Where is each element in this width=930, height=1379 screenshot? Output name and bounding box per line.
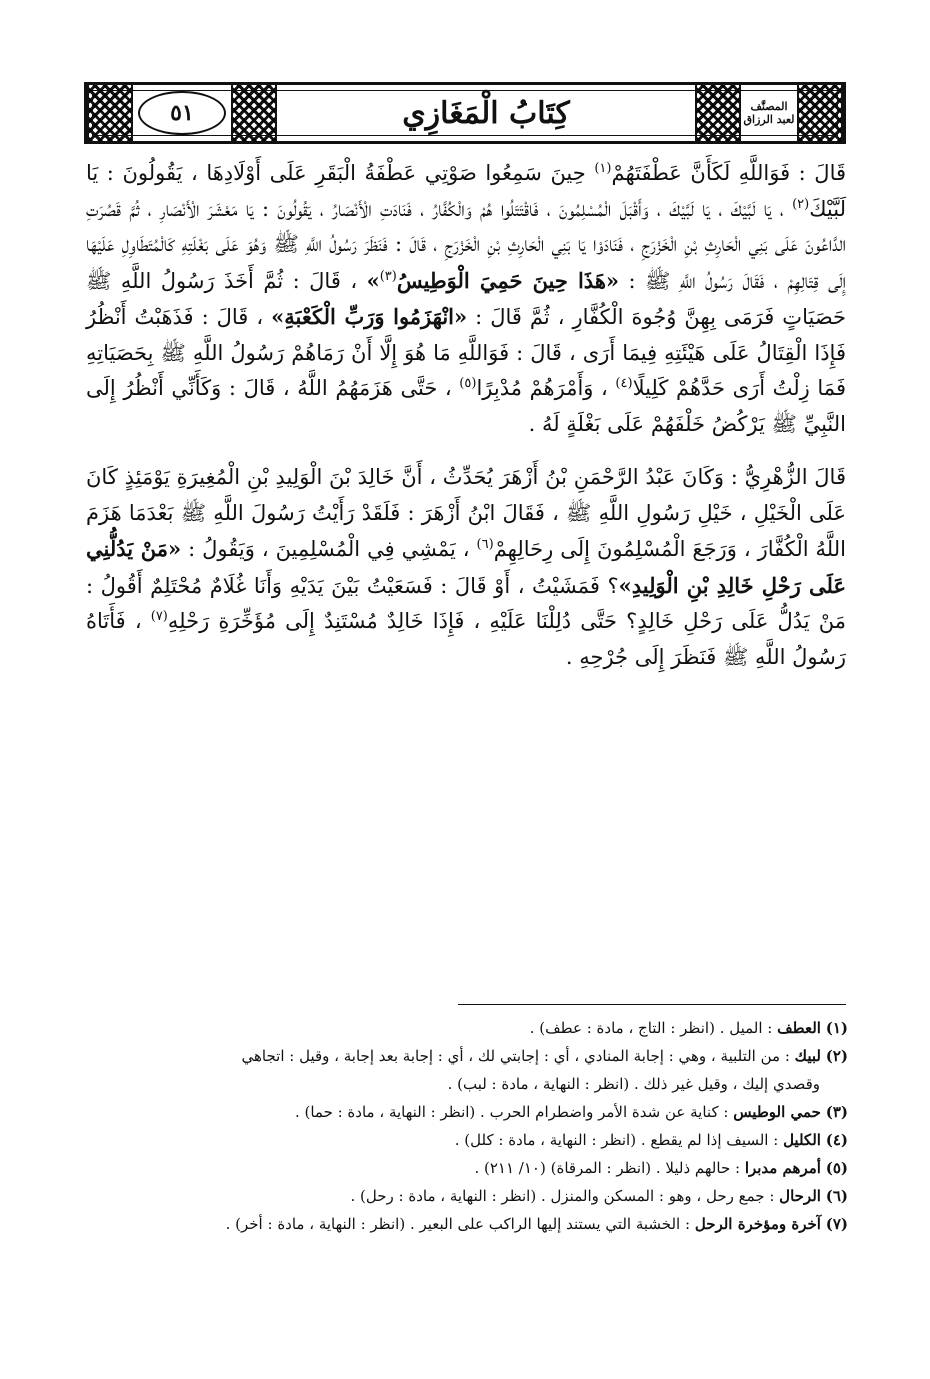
p2-quote-1: «مَنْ يَدُلُّنِي عَلَى رَحْلِ خَالِدِ بْنِ الْوَلِيدِ» (86, 536, 846, 598)
footnote-2-continued: وقصدي إليك ، وقيل غير ذلك . (انظر : النهاية ، مادة : لبب) . (447, 1075, 820, 1093)
footnote-4 (84, 1126, 848, 1154)
footnote-number: (٤) (825, 1131, 848, 1149)
footnote-term: الرحال (779, 1187, 821, 1205)
footnote-text: : حالهم ذليلا . (انظر : المرقاة) (١٠/ ٢١١) . (474, 1159, 745, 1177)
footnote-number: (٦) (825, 1187, 848, 1205)
footnote-text: : الخشبة التي يستند إليها الراكب على البعير . (انظر : النهاية ، مادة : أخر) . (225, 1215, 695, 1233)
footnote-term: أمرهم مدبرا (744, 1159, 821, 1177)
footnote-term: لبيك (794, 1047, 821, 1065)
p1-s1: قَالَ : فَوَاللَّهِ لَكَأَنَّ عَطْفَتَهُمْ (611, 161, 847, 185)
footnote-term: آخرة ومؤخرة الرحل (694, 1215, 821, 1233)
footnote-number: (٥) (825, 1159, 848, 1177)
footnote-7 (84, 1210, 848, 1238)
footnote-ref-7[interactable]: (٧) (150, 609, 168, 624)
footnote-text: : السيف إذا لم يقطع . (انظر : النهاية ، مادة : كلل) . (454, 1131, 784, 1149)
paragraph-1 (86, 156, 846, 442)
footnote-ref-3[interactable]: (٣) (379, 268, 397, 284)
p1-quote-1: «هَذَا حِينَ حَمِيَ الْوَطِيسُ (396, 267, 620, 293)
footnote-6 (84, 1182, 848, 1210)
footnote-text: : من التلبية ، وهي : إجابة المنادي ، أي : إجابتي لك ، أي : إجابة بعد إجابة ، وقيل : اتجاهي (241, 1047, 795, 1065)
footnote-5 (84, 1154, 848, 1182)
footnote-2 (84, 1042, 848, 1070)
page-header (84, 82, 846, 144)
footnote-text: : كناية عن شدة الأمر واضطرام الحرب . (انظر : النهاية ، مادة : حما) . (294, 1103, 734, 1121)
p2-s2: ، يَمْشِي فِي الْمُسْلِمِينَ ، وَيَقُولُ : (181, 537, 477, 561)
header-ornament-left (87, 85, 133, 141)
p1-s2: حِينَ سَمِعُوا صَوْتِي عَطْفَةُ الْبَقَرِ عَلَى أَوْلَادِهَا ، يَقُولُونَ : يَا لَبَّيْكَ (86, 161, 846, 221)
footnote-text: : جمع رحل ، وهو : المسكن والمنزل . (انظر : النهاية ، مادة : رحل) . (350, 1187, 780, 1205)
logo-line-top: المصنَّف (750, 100, 788, 113)
header-title: كِتَابُ الْمَغَازِي (402, 95, 570, 131)
p2-s1: قَالَ الزُّهْرِيُّ : وَكَانَ عَبْدُ الرَّحْمَنِ بْنُ أَزْهَرَ يُحَدِّثُ ، أَنَّ خَالِدَ بْنَ الْوَلِيدِ بْنِ الْمُغِيرَةِ يَوْمَئِذٍ كَانَ عَلَى الْخَيْلِ ، خَيْلِ رَسُولِ اللَّهِ ﷺ ، فَقَالَ ابْنُ أَزْهَرَ : فَلَقَدْ رَأَيْتُ رَسُولَ اللَّهِ ﷺ بَعْدَمَا هَزَمَ اللَّهُ الْكُفَّارَ ، وَرَجَعَ الْمُسْلِمُونَ إِلَى رِحَالِهِمْ (86, 465, 846, 561)
footnote-number: (١) (825, 1019, 848, 1037)
footnote-ref-6[interactable]: (٦) (476, 537, 494, 552)
p1-s5: ، قَالَ : فَذَهَبْتُ أَنْظُرُ فَإِذَا الْقِتَالُ عَلَى هَيْئَتِهِ فِيمَا أَرَى ، قَالَ : فَوَاللَّهِ مَا هُوَ إِلَّا أَنْ رَمَاهُمْ رَسُولُ اللَّهِ ﷺ بِحَصَيَاتِهِ فَمَا زِلْتُ أَرَى حَدَّهُمْ كَلِيلًا (86, 305, 846, 400)
logo-line-bottom: لعبد الرزاق (743, 113, 795, 126)
header-ornament-right (797, 85, 843, 141)
footnote-ref-2[interactable]: (٢) (792, 196, 810, 212)
footnote-number: (٧) (825, 1215, 848, 1233)
page-number: ٥١ (138, 91, 226, 135)
paragraph-2 (86, 460, 846, 675)
header-ornament-inner-left (231, 85, 277, 141)
footnote-text: : الميل . (انظر : التاج ، مادة : عطف) . (529, 1019, 778, 1037)
footnote-term: حمي الوطيس (733, 1103, 821, 1121)
p1-s6: ، وَأَمْرَهُمْ مُدْبِرًا (476, 376, 616, 400)
p1-s3: ، يَا لَبَّيْكَ ، يَا لَبَّيْكَ ، وَأَقْبَلَ الْمُسْلِمُونَ ، فَاقْتَتَلُوا هُمْ وَالْكُفَّارُ ، فَنَادَتِ الْأَنْصَارُ ، يَقُولُونَ : يَا مَعْشَرَ الْأَنْصَارِ ، ثُمَّ قَصُرَتِ الدَّاعُونَ عَلَى بَنِي الْحَارِثِ بْنِ الْخَزْرَجِ ، فَنَادَوْا يَا بَنِي الْحَارِثِ بْنِ الْخَزْرَجِ ، قَالَ : فَنَظَرَ رَسُولُ اللَّهِ ﷺ وَهُوَ عَلَى بَغْلَتِهِ كَالْمُتَطَاوِلِ عَلَيْهَا إِلَى قِتَالِهِمْ ، فَقَالَ رَسُولُ اللَّهِ ﷺ : (86, 196, 847, 293)
page-number-frame (133, 85, 231, 141)
p1-s4: ، قَالَ : ثُمَّ أَخَذَ رَسُولُ اللَّهِ ﷺ حَصَيَاتٍ فَرَمَى بِهِنَّ وُجُوهَ الْكُفَّارِ ، ثُمَّ قَالَ : (86, 268, 847, 329)
header-logo (741, 85, 797, 141)
footnote-term: العطف (777, 1019, 821, 1037)
footnote-ref-5[interactable]: (٥) (459, 376, 477, 391)
footnote-number: (٢) (825, 1047, 848, 1065)
footnote-ref-1[interactable]: (١) (594, 161, 612, 176)
footnote-term: الكليل (783, 1131, 821, 1149)
header-left-block (87, 85, 277, 141)
main-text (86, 156, 846, 693)
footnote-number: (٣) (825, 1103, 848, 1121)
footnote-3 (84, 1098, 848, 1126)
p1-s7: ، حَتَّى هَزَمَهُمُ اللَّهُ ، قَالَ : وَكَأَنِّي أَنْظُرُ إِلَى النَّبِيِّ ﷺ يَرْكُضُ خَلْفَهُمْ عَلَى بَغْلَةٍ لَهُ . (86, 376, 846, 436)
footnote-1 (84, 1014, 848, 1042)
header-ornament-inner-right (695, 85, 741, 141)
header-right-block (695, 85, 843, 141)
p1-quote-2: «انْهَزَمُوا وَرَبِّ الْكَعْبَةِ» (271, 304, 468, 329)
p2-s3: ؟ فَمَشَيْتُ ، أَوْ قَالَ : فَسَعَيْتُ بَيْنَ يَدَيْهِ وَأَنَا غُلَامٌ مُحْتَلِمٌ أَقُولُ : مَنْ يَدُلُّ عَلَى رَحْلِ خَالِدٍ؟ حَتَّى دُلِلْنَا عَلَيْهِ ، فَإِذَا خَالِدٌ مُسْتَنِدٌ إِلَى مُؤَخِّرَةِ رَحْلِهِ (86, 573, 847, 633)
footnote-divider (458, 1004, 846, 1005)
p1-quote-1-end: » (366, 267, 380, 293)
footnote-ref-4[interactable]: (٤) (615, 376, 633, 391)
footnotes (84, 1014, 848, 1238)
p2-s4: ، فَأَتَاهُ رَسُولُ اللَّهِ ﷺ فَنَظَرَ إِلَى جُرْحِهِ . (86, 609, 846, 669)
